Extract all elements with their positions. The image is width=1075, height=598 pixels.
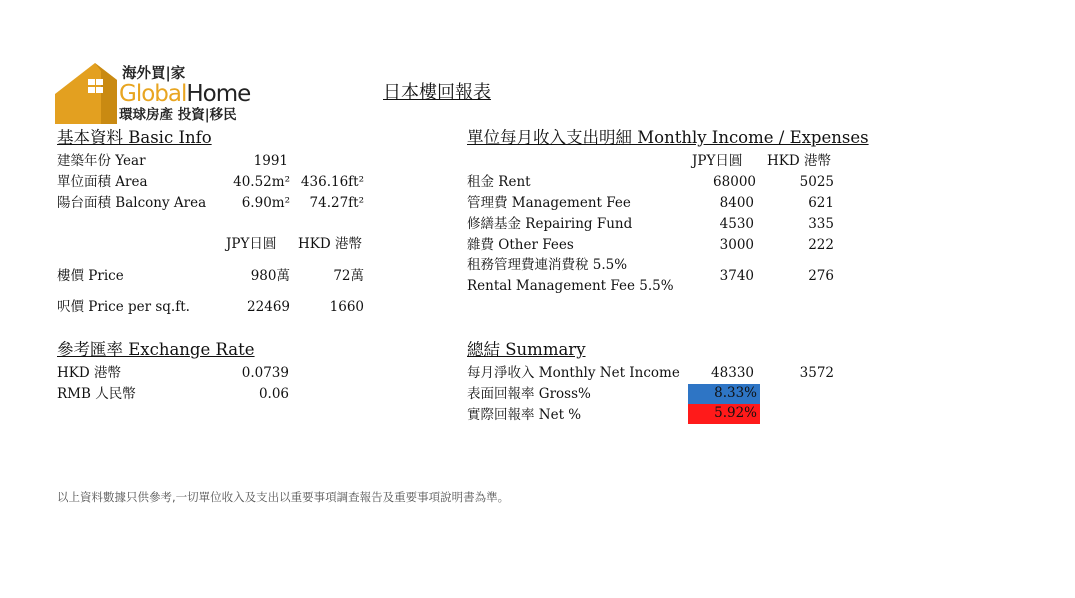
price-hkd-value: 72萬 [333,268,364,284]
basic-info-heading: 基本資料 Basic Info [57,128,212,147]
basic-col-hkd-header: HKD 港幣 [298,236,362,252]
net-yield-value: 5.92% [714,405,757,421]
management-fee-label: 管理費 Management Fee [467,195,631,211]
rental-management-fee-jpy-value: 3740 [719,268,754,284]
management-fee-hkd-value: 621 [808,195,834,211]
net-income-label: 每月淨收入 Monthly Net Income [467,365,680,381]
psf-jpy-value: 22469 [247,299,290,315]
logo-brand-name: GlobalHome [119,81,251,107]
year-value: 1991 [253,153,288,169]
gross-yield-value: 8.33% [714,385,757,401]
rent-label: 租金 Rent [467,174,531,190]
price-jpy-value: 980萬 [250,268,290,284]
psf-label: 呎價 Price per sq.ft. [57,299,190,315]
repairing-fund-jpy-value: 4530 [719,216,754,232]
rent-hkd-value: 5025 [799,174,834,190]
monthly-col-jpy-header: JPY日圓 [692,153,743,169]
disclaimer-text: 以上資料數據只供參考,一切單位收入及支出以重要事項調查報告及重要事項說明書為準。 [57,490,510,504]
rent-jpy-value: 68000 [713,174,756,190]
rmb-rate-label: RMB 人民幣 [57,386,136,402]
house-logo-icon [55,61,119,124]
area-label: 單位面積 Area [57,174,148,190]
rental-management-fee-label-en: Rental Management Fee 5.5% [467,278,674,294]
management-fee-jpy-value: 8400 [719,195,754,211]
rental-management-fee-label-cn: 租務管理費連消費稅 5.5% [467,257,628,273]
area-sqm-value: 40.52m² [233,174,290,190]
hkd-rate-label: HKD 港幣 [57,365,121,381]
other-fees-hkd-value: 222 [808,237,834,253]
area-sqft-value: 436.16ft² [300,174,364,190]
balcony-sqft-value: 74.27ft² [309,195,364,211]
hkd-rate-value: 0.0739 [241,365,289,381]
balcony-sqm-value: 6.90m² [241,195,290,211]
net-yield-label: 實際回報率 Net % [467,407,582,423]
summary-heading: 總結 Summary [467,340,586,359]
page-title: 日本樓回報表 [383,82,491,103]
other-fees-jpy-value: 3000 [719,237,754,253]
logo-chinese-name: 海外買|家 [122,65,186,82]
repairing-fund-hkd-value: 335 [808,216,834,232]
balcony-label: 陽台面積 Balcony Area [57,195,207,211]
exchange-heading: 參考匯率 Exchange Rate [57,340,255,359]
net-income-hkd-value: 3572 [799,365,834,381]
logo-tagline: 環球房產 投資|移民 [119,107,237,123]
other-fees-label: 雜費 Other Fees [467,237,574,253]
gross-yield-cell [688,384,760,404]
monthly-heading: 單位每月收入支出明細 Monthly Income / Expenses [467,128,869,147]
psf-hkd-value: 1660 [329,299,364,315]
monthly-col-hkd-header: HKD 港幣 [767,153,831,169]
rmb-rate-value: 0.06 [258,386,289,402]
rental-management-fee-hkd-value: 276 [808,268,834,284]
net-yield-cell [688,404,760,424]
repairing-fund-label: 修繕基金 Repairing Fund [467,216,633,232]
globalhome-logo [55,61,265,127]
year-label: 建築年份 Year [57,153,146,169]
gross-yield-label: 表面回報率 Gross% [467,386,591,402]
net-income-jpy-value: 48330 [711,365,754,381]
price-label: 樓價 Price [57,268,124,284]
basic-col-jpy-header: JPY日圓 [226,236,277,252]
